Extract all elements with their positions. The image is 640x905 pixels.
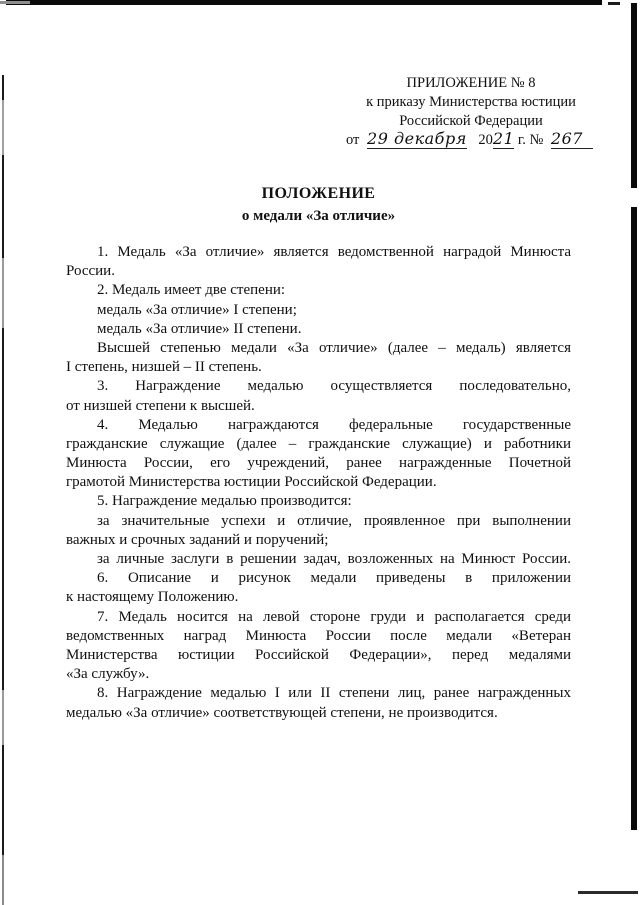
body-line: 4. Медалью награждаются федеральные государственные <box>97 416 571 433</box>
body-line: к настоящему Положению. <box>66 589 239 606</box>
scan-artifact-left-line-gray-1 <box>2 100 4 155</box>
date-prefix: от <box>346 132 360 149</box>
date-day-month-handwritten: 29 декабря <box>367 129 467 149</box>
body-line: гражданские служащие (далее – гражданские служащие) и работники <box>66 435 571 452</box>
body-line: за значительные успехи и отличие, проявленное при выполнении <box>97 512 571 529</box>
scan-artifact-right-bar-upper <box>631 3 637 188</box>
body-line: важных и срочных заданий и поручений; <box>66 531 329 548</box>
body-line: «За службу». <box>66 666 150 683</box>
body-line: Министерства юстиции Российской Федерации», перед медалями <box>66 646 571 663</box>
body-line: от низшей степени к высшей. <box>66 397 255 414</box>
organization-line: Российской Федерации <box>399 112 543 129</box>
date-line <box>346 130 596 150</box>
scan-artifact-left-line-gray-4 <box>2 855 4 905</box>
body-line: I степень, низшей – II степень. <box>66 359 262 376</box>
document-header-block <box>346 74 596 150</box>
document-subtitle: о медали «За отличие» <box>241 208 396 224</box>
order-reference-line: к приказу Министерства юстиции <box>366 93 576 110</box>
body-line: 1. Медаль «За отличие» является ведомственной наградой Минюста <box>97 244 571 260</box>
date-year-handwritten: 21 <box>492 129 515 149</box>
document-title: ПОЛОЖЕНИЕ <box>261 185 376 202</box>
body-line: 6. Описание и рисунок медали приведены в приложении <box>97 570 571 587</box>
body-line: 8. Награждение медалью I или II степени лиц, ранее награжденных <box>97 685 571 702</box>
scan-artifact-top-dot <box>608 2 620 5</box>
body-line: за личные заслуги в решении задач, возложенных на Минюст России. <box>97 551 571 567</box>
body-line: медаль «За отличие» II степени. <box>97 320 302 337</box>
body-line: России. <box>66 263 115 280</box>
scan-artifact-left-line-gray-2 <box>2 258 4 328</box>
scan-artifact-top-band-gray <box>0 1 30 4</box>
body-line: Минюста России, его учреждений, ранее награжденные Почетной <box>66 455 571 472</box>
body-line: 2. Медаль имеет две степени: <box>97 282 286 299</box>
scan-artifact-bottom-tick <box>578 891 638 894</box>
body-line: Высшей степенью медали «За отличие» (далее – медаль) является <box>97 339 571 356</box>
body-line: 5. Награждение медалью производится: <box>97 493 352 510</box>
scan-artifact-left-line-gray-3 <box>2 690 4 745</box>
scan-artifact-left-line <box>2 75 4 905</box>
body-line: грамотой Министерства юстиции Российской Федерации. <box>66 474 437 491</box>
date-century-printed: 20 <box>478 132 493 149</box>
body-line: ведомственных наград Минюста России после медали «Ветеран <box>66 627 571 644</box>
appendix-label: ПРИЛОЖЕНИЕ № 8 <box>406 75 536 91</box>
body-line: 7. Медаль носится на левой стороне груди и располагается среди <box>97 608 571 625</box>
order-number-handwritten: 267 <box>551 129 593 149</box>
scan-artifact-right-bar-lower <box>631 207 637 830</box>
body-line: медалью «За отличие» соответствующей степени, не производится. <box>66 704 498 721</box>
number-sign-label: г. № <box>517 132 544 149</box>
document-body <box>66 243 571 723</box>
body-line: 3. Награждение медалью осуществляется последовательно, <box>97 378 571 395</box>
body-line: медаль «За отличие» I степени; <box>97 301 297 318</box>
scan-artifact-top-band <box>6 0 602 5</box>
